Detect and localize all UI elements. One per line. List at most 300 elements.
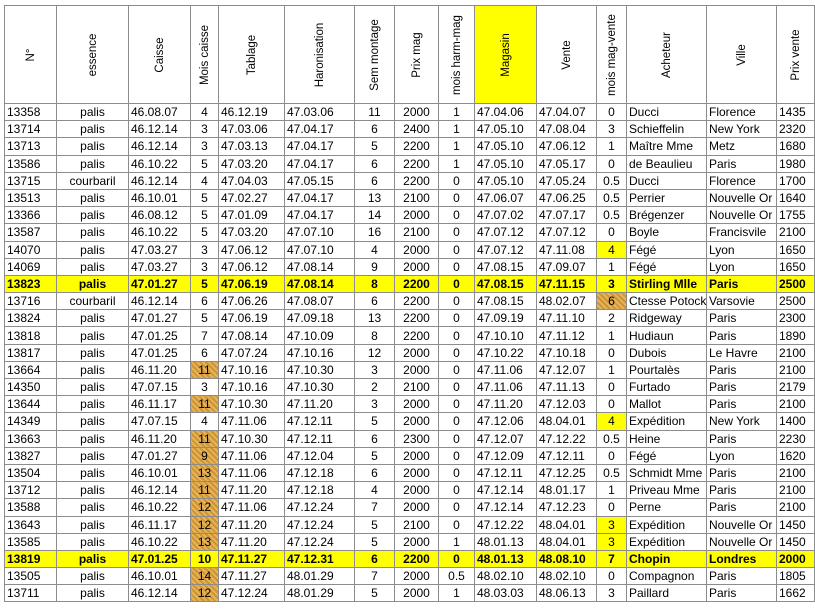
table-cell: Perne [627,499,707,516]
table-cell: 47.11.06 [219,464,285,481]
table-cell: 4 [597,241,627,258]
table-cell: Nouvelle Or [707,516,777,533]
table-cell: 6 [191,293,219,310]
table-cell: 0 [439,172,475,189]
table-cell: Paris [707,430,777,447]
table-cell: Paris [707,275,777,292]
table-cell: 47.12.04 [285,447,355,464]
table-cell: palis [57,464,129,481]
table-cell: 47.10.30 [285,379,355,396]
table-cell: 5 [191,224,219,241]
column-header-label: mois mag-vente [605,13,618,96]
table-cell: Furtado [627,379,707,396]
table-cell: Lyon [707,241,777,258]
table-cell: 1450 [777,533,815,550]
table-cell: 3 [597,121,627,138]
table-cell: 12 [191,585,219,602]
table-cell: 48.04.01 [537,413,597,430]
table-body [5,104,815,602]
table-cell: 47.11.06 [475,361,537,378]
table-cell: 1450 [777,516,815,533]
table-row [5,396,815,413]
table-cell: 7 [355,568,395,585]
table-cell: 0 [439,396,475,413]
column-header-label: mois harm-mag [450,14,463,95]
table-cell: palis [57,155,129,172]
table-cell: 0 [439,464,475,481]
table-cell: 0.5 [597,189,627,206]
table-cell: 47.12.24 [219,585,285,602]
table-cell: 2400 [395,121,439,138]
table-cell: 6 [355,172,395,189]
table-cell: 4 [191,104,219,121]
table-cell: 1650 [777,241,815,258]
table-cell: 14069 [5,258,57,275]
column-header [57,6,129,104]
table-cell: 13713 [5,138,57,155]
table-cell: 2500 [777,293,815,310]
table-cell: 8 [355,275,395,292]
table-cell: 47.03.06 [219,121,285,138]
table-cell: Fégé [627,241,707,258]
table-cell: Paris [707,464,777,481]
table-cell: 47.11.06 [219,447,285,464]
table-cell: 1 [597,482,627,499]
table-cell: 47.10.09 [285,327,355,344]
table-cell: 13818 [5,327,57,344]
table-cell: 47.05.24 [537,172,597,189]
table-cell: 0 [597,379,627,396]
table-cell: 2000 [395,104,439,121]
table-cell: Ridgeway [627,310,707,327]
table-cell: 2200 [395,327,439,344]
table-cell: 3 [597,275,627,292]
table-cell: 4 [355,241,395,258]
table-cell: courbaril [57,293,129,310]
table-cell: New York [707,413,777,430]
table-cell: 47.07.17 [537,207,597,224]
table-row [5,430,815,447]
table-cell: 47.11.20 [285,396,355,413]
table-cell: 0 [439,207,475,224]
table-cell: 2100 [777,224,815,241]
table-cell: 13588 [5,499,57,516]
table-cell: Ctesse Potock [627,293,707,310]
table-cell: palis [57,104,129,121]
table-cell: 2100 [395,189,439,206]
table-cell: 0 [597,396,627,413]
table-cell: 0 [439,430,475,447]
table-cell: 47.08.07 [285,293,355,310]
table-cell: 47.12.11 [475,464,537,481]
table-cell: 0 [439,224,475,241]
column-header-label: Prix vente [789,28,802,81]
table-cell: 47.11.10 [537,310,597,327]
table-cell: 47.12.18 [285,482,355,499]
table-cell: 46.08.12 [129,207,191,224]
table-cell: Perrier [627,189,707,206]
table-cell: 13711 [5,585,57,602]
table-cell: palis [57,550,129,567]
table-row [5,550,815,567]
table-cell: 47.10.22 [475,344,537,361]
table-cell: 47.11.27 [219,550,285,567]
table-cell: 14 [355,207,395,224]
table-row [5,379,815,396]
table-cell: 7 [191,327,219,344]
table-cell: 2100 [777,464,815,481]
table-cell: 47.12.09 [475,447,537,464]
table-cell: 13 [355,189,395,206]
table-cell: 48.04.01 [537,533,597,550]
table-cell: 2000 [395,361,439,378]
table-cell: 13643 [5,516,57,533]
table-cell: 47.05.10 [475,138,537,155]
table-cell: palis [57,516,129,533]
column-header [627,6,707,104]
table-cell: 0 [439,447,475,464]
table-cell: 0 [439,516,475,533]
table-cell: 2100 [777,396,815,413]
table-cell: 1755 [777,207,815,224]
table-cell: 2000 [395,585,439,602]
table-cell: 0.5 [597,207,627,224]
table-cell: 48.04.01 [537,516,597,533]
table-row [5,482,815,499]
table-cell: 47.12.22 [537,430,597,447]
table-cell: 47.10.30 [219,396,285,413]
table-cell: 2100 [777,499,815,516]
table-cell: 14350 [5,379,57,396]
table-cell: palis [57,533,129,550]
table-cell: 47.01.25 [129,327,191,344]
table-cell: 47.11.06 [219,499,285,516]
table-cell: 11 [191,430,219,447]
table-cell: 47.12.24 [285,516,355,533]
table-cell: Dubois [627,344,707,361]
table-cell: 0 [439,241,475,258]
table-cell: 1 [597,327,627,344]
table-cell: Nouvelle Or [707,207,777,224]
table-row [5,585,815,602]
table-cell: 5 [355,585,395,602]
table-cell: 47.08.15 [475,275,537,292]
table-cell: 3 [597,516,627,533]
table-cell: palis [57,207,129,224]
table-cell: 47.03.27 [129,258,191,275]
table-cell: 5 [355,138,395,155]
table-cell: 48.02.10 [537,568,597,585]
table-cell: 46.12.14 [129,138,191,155]
table-cell: 2 [355,379,395,396]
table-cell: 2000 [395,207,439,224]
table-cell: 46.10.22 [129,155,191,172]
table-cell: 0 [439,310,475,327]
table-cell: 6 [355,464,395,481]
table-cell: 13586 [5,155,57,172]
table-cell: 47.04.17 [285,189,355,206]
table-cell: Pourtalès [627,361,707,378]
table-cell: 13824 [5,310,57,327]
table-cell: 47.07.12 [537,224,597,241]
table-row [5,361,815,378]
table-cell: Nouvelle Or [707,533,777,550]
table-cell: palis [57,379,129,396]
table-cell: 47.07.10 [285,224,355,241]
table-cell: 13716 [5,293,57,310]
table-cell: 47.12.24 [285,499,355,516]
table-cell: palis [57,430,129,447]
table-cell: 2000 [777,550,815,567]
table-cell: 2200 [395,550,439,567]
table-cell: 0.5 [597,464,627,481]
table-cell: 2100 [777,361,815,378]
table-cell: 47.11.06 [219,413,285,430]
table-row [5,258,815,275]
table-cell: 47.04.17 [285,207,355,224]
table-cell: Francisvile [707,224,777,241]
column-header-label: Caisse [153,36,166,73]
table-cell: 5 [355,516,395,533]
table-cell: 47.04.17 [285,155,355,172]
table-cell: 0 [597,104,627,121]
table-cell: Ducci [627,172,707,189]
table-cell: Florence [707,172,777,189]
table-cell: palis [57,447,129,464]
table-cell: 47.03.06 [285,104,355,121]
table-cell: 47.08.15 [475,258,537,275]
table-cell: 47.12.07 [475,430,537,447]
table-cell: 13715 [5,172,57,189]
table-cell: 2000 [395,258,439,275]
table-cell: 2000 [395,447,439,464]
table-cell: 47.12.22 [475,516,537,533]
table-cell: 3 [191,138,219,155]
table-cell: 1650 [777,258,815,275]
table-cell: 2179 [777,379,815,396]
table-cell: Ducci [627,104,707,121]
column-header [707,6,777,104]
table-cell: 2100 [395,379,439,396]
table-cell: 46.11.17 [129,516,191,533]
column-header-label: Ville [735,43,748,66]
table-cell: 13827 [5,447,57,464]
table-row [5,189,815,206]
table-cell: Boyle [627,224,707,241]
table-cell: 47.03.20 [219,224,285,241]
table-cell: palis [57,189,129,206]
table-cell: 1 [439,104,475,121]
table-cell: 47.03.20 [219,155,285,172]
table-cell: 47.07.24 [219,344,285,361]
table-row [5,533,815,550]
table-cell: 3 [191,121,219,138]
table-cell: 47.01.09 [219,207,285,224]
table-cell: 47.08.14 [285,258,355,275]
table-row [5,121,815,138]
table-cell: 13358 [5,104,57,121]
table-cell: 48.01.29 [285,585,355,602]
table-cell: Expédition [627,533,707,550]
table-cell: Paillard [627,585,707,602]
column-header-label: Sem montage [368,18,381,91]
column-header-label: essence [86,33,99,76]
table-cell: 47.06.12 [537,138,597,155]
table-cell: 1980 [777,155,815,172]
table-row [5,413,815,430]
table-cell: 47.04.07 [537,104,597,121]
table-cell: 12 [191,516,219,533]
table-cell: Londres [707,550,777,567]
table-cell: 47.10.18 [537,344,597,361]
table-cell: 13663 [5,430,57,447]
table-cell: 48.01.29 [285,568,355,585]
table-cell: 5 [191,275,219,292]
table-cell: 46.10.01 [129,568,191,585]
table-cell: 1 [439,121,475,138]
data-table [4,5,815,602]
table-cell: 47.01.27 [129,275,191,292]
table-cell: 47.10.16 [219,361,285,378]
column-header-label: N° [24,48,37,61]
table-cell: 13664 [5,361,57,378]
table-cell: 14070 [5,241,57,258]
table-cell: 13 [355,310,395,327]
table-cell: palis [57,396,129,413]
table-cell: palis [57,310,129,327]
column-header-label: Magasin [499,32,512,77]
column-header [439,6,475,104]
table-cell: Lyon [707,447,777,464]
table-cell: 47.06.25 [537,189,597,206]
table-cell: 2100 [395,224,439,241]
table-row [5,344,815,361]
column-header [395,6,439,104]
column-header [597,6,627,104]
table-cell: 47.09.07 [537,258,597,275]
table-cell: palis [57,568,129,585]
table-cell: 0 [597,447,627,464]
table-cell: 0 [439,327,475,344]
table-cell: 47.11.12 [537,327,597,344]
table-row [5,516,815,533]
table-cell: 47.06.19 [219,275,285,292]
table-cell: 2000 [395,568,439,585]
table-cell: 9 [355,258,395,275]
table-cell: 11 [191,482,219,499]
table-cell: 2200 [395,293,439,310]
table-cell: 1700 [777,172,815,189]
table-cell: 47.07.12 [475,224,537,241]
table-cell: 48.03.03 [475,585,537,602]
table-cell: Fégé [627,258,707,275]
table-cell: 48.01.13 [475,550,537,567]
table-row [5,155,815,172]
table-row [5,207,815,224]
table-cell: Paris [707,499,777,516]
column-header-label: Tablage [245,34,258,75]
header-row [5,6,815,104]
table-cell: 13 [191,533,219,550]
table-cell: 2000 [395,413,439,430]
table-cell: palis [57,413,129,430]
table-cell: Fégé [627,447,707,464]
table-cell: 46.10.22 [129,499,191,516]
table-cell: palis [57,138,129,155]
table-cell: 47.01.27 [129,447,191,464]
table-cell: 0 [597,344,627,361]
table-cell: 0 [439,413,475,430]
table-cell: palis [57,361,129,378]
table-cell: palis [57,327,129,344]
table-cell: 48.02.07 [537,293,597,310]
table-cell: 1435 [777,104,815,121]
table-cell: 5 [191,155,219,172]
table-cell: 1805 [777,568,815,585]
table-cell: 1 [439,585,475,602]
table-cell: palis [57,275,129,292]
table-row [5,568,815,585]
table-cell: 46.12.14 [129,121,191,138]
table-cell: 5 [191,207,219,224]
table-cell: 47.03.13 [219,138,285,155]
table-cell: 46.12.14 [129,482,191,499]
table-cell: 46.12.14 [129,172,191,189]
table-cell: Chopin [627,550,707,567]
table-cell: 47.08.14 [219,327,285,344]
table-cell: 47.05.10 [475,155,537,172]
table-cell: 1 [597,258,627,275]
table-cell: 0 [439,482,475,499]
table-cell: 13823 [5,275,57,292]
table-cell: palis [57,499,129,516]
column-header-label: Vente [560,39,573,70]
table-cell: 47.04.17 [285,138,355,155]
table-cell: 1 [597,138,627,155]
table-cell: 2500 [777,275,815,292]
table-cell: 13817 [5,344,57,361]
column-header [285,6,355,104]
table-row [5,447,815,464]
table-cell: 47.11.20 [219,533,285,550]
table-cell: Varsovie [707,293,777,310]
table-cell: 47.07.10 [285,241,355,258]
table-row [5,499,815,516]
table-cell: 5 [191,310,219,327]
table-cell: 47.08.04 [537,121,597,138]
table-cell: 47.03.27 [129,241,191,258]
table-cell: 4 [191,413,219,430]
table-cell: 1 [439,155,475,172]
table-cell: 47.11.08 [537,241,597,258]
table-cell: Stirling Mlle [627,275,707,292]
table-cell: 47.01.25 [129,344,191,361]
table-cell: 48.01.17 [537,482,597,499]
table-cell: 47.12.11 [285,430,355,447]
table-cell: 0 [439,293,475,310]
table-cell: 13714 [5,121,57,138]
table-cell: Brégenzer [627,207,707,224]
table-cell: 6 [355,121,395,138]
table-cell: 0 [439,361,475,378]
table-cell: 7 [355,499,395,516]
table-cell: Maître Mme [627,138,707,155]
table-cell: Paris [707,396,777,413]
table-cell: 46.12.14 [129,293,191,310]
column-header [537,6,597,104]
table-cell: 47.07.15 [129,413,191,430]
table-cell: 0.5 [597,172,627,189]
